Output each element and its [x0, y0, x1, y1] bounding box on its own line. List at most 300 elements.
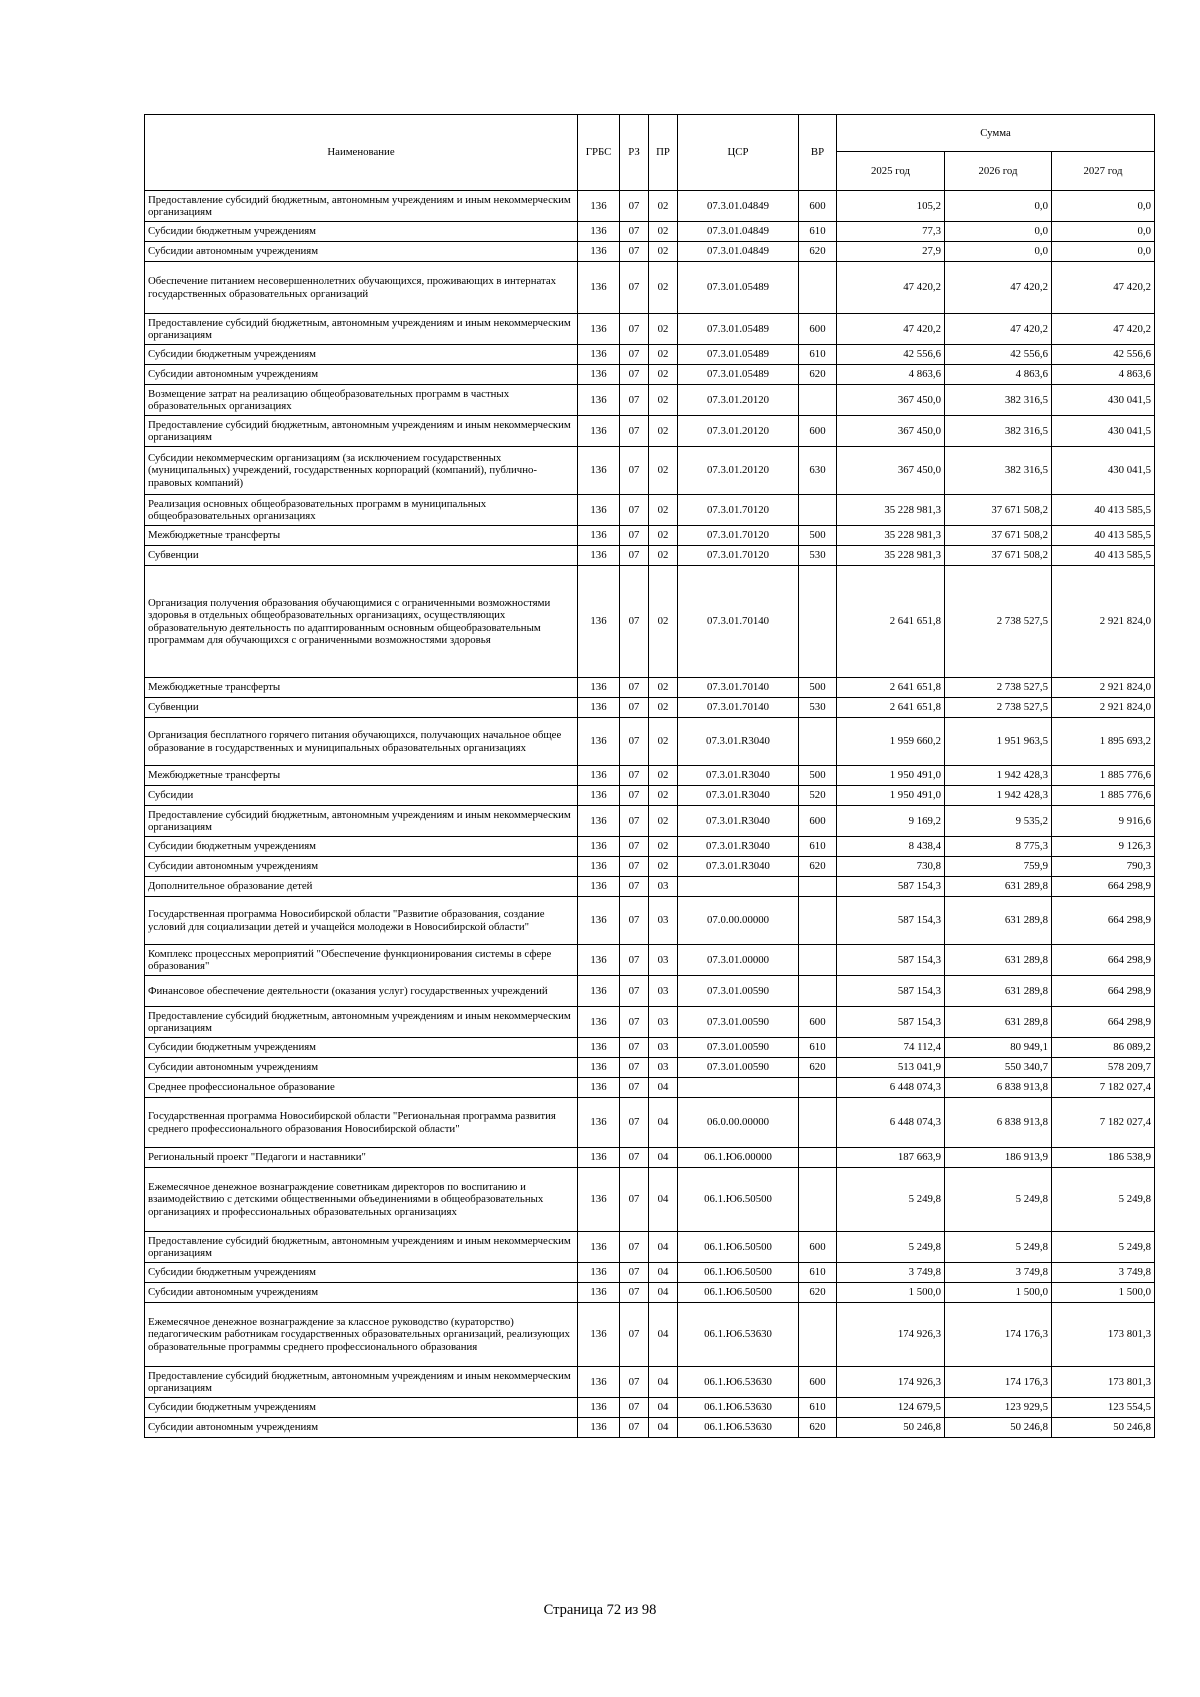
row-amount-2027-cell: 4 863,6 [1052, 365, 1155, 385]
row-name-cell: Региональный проект "Педагоги и наставники" [145, 1148, 578, 1168]
row-amount-2025-cell: 1 959 660,2 [837, 718, 945, 766]
row-amount-2026-cell: 382 316,5 [945, 416, 1052, 447]
row-pr-cell: 03 [649, 1007, 678, 1038]
row-pr-cell: 04 [649, 1078, 678, 1098]
row-vr-cell: 500 [799, 678, 837, 698]
row-amount-2025-cell: 587 154,3 [837, 877, 945, 897]
row-vr-cell: 610 [799, 1263, 837, 1283]
row-vr-cell: 600 [799, 314, 837, 345]
table-row [145, 526, 1155, 546]
row-amount-2026-cell: 47 420,2 [945, 262, 1052, 314]
row-csr-cell: 07.3.01.04849 [678, 191, 799, 222]
row-grbs-cell: 136 [578, 897, 620, 945]
table-body [145, 191, 1155, 1438]
row-amount-2026-cell: 8 775,3 [945, 837, 1052, 857]
row-grbs-cell: 136 [578, 1283, 620, 1303]
row-amount-2026-cell: 631 289,8 [945, 945, 1052, 976]
row-pr-cell: 02 [649, 345, 678, 365]
row-rz-cell: 07 [620, 1418, 649, 1438]
row-amount-2026-cell: 9 535,2 [945, 806, 1052, 837]
row-csr-cell [678, 877, 799, 897]
row-csr-cell: 07.3.01.00000 [678, 945, 799, 976]
row-amount-2025-cell: 47 420,2 [837, 314, 945, 345]
row-amount-2026-cell: 6 838 913,8 [945, 1098, 1052, 1148]
row-rz-cell: 07 [620, 945, 649, 976]
header-csr: ЦСР [678, 115, 799, 191]
row-grbs-cell: 136 [578, 365, 620, 385]
row-amount-2027-cell: 9 126,3 [1052, 837, 1155, 857]
row-rz-cell: 07 [620, 447, 649, 495]
row-name-cell: Комплекс процессных мероприятий "Обеспечение функционирования системы в сфере образования" [145, 945, 578, 976]
row-pr-cell: 04 [649, 1398, 678, 1418]
row-vr-cell: 610 [799, 1038, 837, 1058]
row-name-cell: Межбюджетные трансферты [145, 766, 578, 786]
table-row [145, 345, 1155, 365]
row-name-cell: Дополнительное образование детей [145, 877, 578, 897]
row-amount-2025-cell: 587 154,3 [837, 976, 945, 1007]
row-vr-cell [799, 718, 837, 766]
row-pr-cell: 02 [649, 191, 678, 222]
row-grbs-cell: 136 [578, 857, 620, 877]
row-grbs-cell: 136 [578, 416, 620, 447]
row-rz-cell: 07 [620, 1098, 649, 1148]
row-amount-2026-cell: 37 671 508,2 [945, 546, 1052, 566]
row-grbs-cell: 136 [578, 1058, 620, 1078]
row-vr-cell [799, 262, 837, 314]
row-amount-2027-cell: 664 298,9 [1052, 1007, 1155, 1038]
row-grbs-cell: 136 [578, 766, 620, 786]
row-vr-cell: 600 [799, 806, 837, 837]
row-csr-cell: 06.1.Ю6.50500 [678, 1283, 799, 1303]
row-csr-cell: 06.1.Ю6.00000 [678, 1148, 799, 1168]
row-amount-2026-cell: 4 863,6 [945, 365, 1052, 385]
row-grbs-cell: 136 [578, 786, 620, 806]
row-rz-cell: 07 [620, 546, 649, 566]
row-rz-cell: 07 [620, 416, 649, 447]
row-amount-2027-cell: 1 885 776,6 [1052, 786, 1155, 806]
row-name-cell: Среднее профессиональное образование [145, 1078, 578, 1098]
row-vr-cell: 530 [799, 698, 837, 718]
table-row [145, 806, 1155, 837]
row-vr-cell: 620 [799, 1058, 837, 1078]
row-name-cell: Ежемесячное денежное вознаграждение за классное руководство (кураторство) педагогическим работникам государственных образовательных организаций, реализующих образовательные программы среднего профессионального образования [145, 1303, 578, 1367]
row-pr-cell: 04 [649, 1283, 678, 1303]
table-row [145, 1263, 1155, 1283]
row-pr-cell: 04 [649, 1303, 678, 1367]
row-pr-cell: 04 [649, 1418, 678, 1438]
header-pr: ПР [649, 115, 678, 191]
row-pr-cell: 02 [649, 718, 678, 766]
row-vr-cell [799, 976, 837, 1007]
row-amount-2026-cell: 2 738 527,5 [945, 566, 1052, 678]
row-amount-2027-cell: 42 556,6 [1052, 345, 1155, 365]
row-grbs-cell: 136 [578, 837, 620, 857]
row-vr-cell: 620 [799, 857, 837, 877]
row-pr-cell: 02 [649, 242, 678, 262]
row-pr-cell: 03 [649, 945, 678, 976]
row-pr-cell: 03 [649, 897, 678, 945]
row-rz-cell: 07 [620, 1263, 649, 1283]
row-vr-cell [799, 945, 837, 976]
row-pr-cell: 02 [649, 806, 678, 837]
row-amount-2027-cell: 1 885 776,6 [1052, 766, 1155, 786]
row-pr-cell: 02 [649, 786, 678, 806]
row-rz-cell: 07 [620, 242, 649, 262]
row-pr-cell: 03 [649, 976, 678, 1007]
row-amount-2026-cell: 123 929,5 [945, 1398, 1052, 1418]
row-pr-cell: 02 [649, 698, 678, 718]
row-amount-2025-cell: 35 228 981,3 [837, 546, 945, 566]
row-amount-2025-cell: 587 154,3 [837, 897, 945, 945]
row-rz-cell: 07 [620, 837, 649, 857]
row-rz-cell: 07 [620, 678, 649, 698]
row-grbs-cell: 136 [578, 385, 620, 416]
row-vr-cell: 620 [799, 365, 837, 385]
row-amount-2027-cell: 1 895 693,2 [1052, 718, 1155, 766]
row-pr-cell: 02 [649, 385, 678, 416]
table-row [145, 1303, 1155, 1367]
table-row [145, 1098, 1155, 1148]
row-name-cell: Субсидии бюджетным учреждениям [145, 222, 578, 242]
row-csr-cell: 06.1.Ю6.50500 [678, 1168, 799, 1232]
row-csr-cell: 07.3.01.R3040 [678, 786, 799, 806]
header-vr: ВР [799, 115, 837, 191]
row-grbs-cell: 136 [578, 1007, 620, 1038]
row-vr-cell: 500 [799, 766, 837, 786]
table-row [145, 314, 1155, 345]
header-name: Наименование [145, 115, 578, 191]
row-name-cell: Государственная программа Новосибирской области "Региональная программа развития среднего профессионального образования Новосибирской области" [145, 1098, 578, 1148]
row-amount-2025-cell: 2 641 651,8 [837, 698, 945, 718]
row-vr-cell [799, 385, 837, 416]
row-amount-2025-cell: 587 154,3 [837, 1007, 945, 1038]
row-rz-cell: 07 [620, 1398, 649, 1418]
row-pr-cell: 02 [649, 566, 678, 678]
row-amount-2025-cell: 4 863,6 [837, 365, 945, 385]
header-year-2026: 2026 год [945, 152, 1052, 191]
row-grbs-cell: 136 [578, 1098, 620, 1148]
row-amount-2027-cell: 7 182 027,4 [1052, 1098, 1155, 1148]
row-csr-cell: 07.3.01.04849 [678, 242, 799, 262]
row-name-cell: Субвенции [145, 698, 578, 718]
row-name-cell: Субсидии автономным учреждениям [145, 242, 578, 262]
row-csr-cell: 07.3.01.00590 [678, 976, 799, 1007]
row-amount-2026-cell: 174 176,3 [945, 1367, 1052, 1398]
row-vr-cell [799, 1148, 837, 1168]
row-csr-cell: 06.0.00.00000 [678, 1098, 799, 1148]
row-pr-cell: 04 [649, 1168, 678, 1232]
row-amount-2025-cell: 5 249,8 [837, 1232, 945, 1263]
row-amount-2025-cell: 367 450,0 [837, 416, 945, 447]
row-vr-cell: 600 [799, 191, 837, 222]
row-amount-2025-cell: 3 749,8 [837, 1263, 945, 1283]
row-amount-2027-cell: 50 246,8 [1052, 1418, 1155, 1438]
table-row [145, 495, 1155, 526]
row-vr-cell: 620 [799, 1418, 837, 1438]
row-grbs-cell: 136 [578, 1078, 620, 1098]
row-name-cell: Субсидии бюджетным учреждениям [145, 1263, 578, 1283]
row-rz-cell: 07 [620, 1367, 649, 1398]
row-vr-cell [799, 1168, 837, 1232]
table-row [145, 786, 1155, 806]
table-row [145, 1283, 1155, 1303]
row-grbs-cell: 136 [578, 877, 620, 897]
table-row [145, 1168, 1155, 1232]
row-pr-cell: 02 [649, 365, 678, 385]
row-rz-cell: 07 [620, 385, 649, 416]
row-vr-cell: 530 [799, 546, 837, 566]
row-rz-cell: 07 [620, 806, 649, 837]
row-vr-cell [799, 1078, 837, 1098]
table-row [145, 1078, 1155, 1098]
row-grbs-cell: 136 [578, 1418, 620, 1438]
row-pr-cell: 04 [649, 1367, 678, 1398]
row-pr-cell: 02 [649, 416, 678, 447]
row-name-cell: Предоставление субсидий бюджетным, автономным учреждениям и иным некоммерческим организациям [145, 1232, 578, 1263]
row-name-cell: Субсидии автономным учреждениям [145, 1418, 578, 1438]
row-rz-cell: 07 [620, 1078, 649, 1098]
row-name-cell: Межбюджетные трансферты [145, 526, 578, 546]
row-name-cell: Ежемесячное денежное вознаграждение советникам директоров по воспитанию и взаимодействию с детскими общественными объединениями в общеобразовательных организациях и профессиональных образовательных организациях [145, 1168, 578, 1232]
row-amount-2027-cell: 1 500,0 [1052, 1283, 1155, 1303]
row-amount-2027-cell: 40 413 585,5 [1052, 526, 1155, 546]
row-amount-2027-cell: 0,0 [1052, 222, 1155, 242]
row-csr-cell: 07.3.01.00590 [678, 1038, 799, 1058]
row-amount-2027-cell: 664 298,9 [1052, 877, 1155, 897]
budget-table [144, 114, 1155, 1438]
row-vr-cell: 610 [799, 1398, 837, 1418]
row-amount-2025-cell: 730,8 [837, 857, 945, 877]
row-amount-2026-cell: 3 749,8 [945, 1263, 1052, 1283]
row-amount-2025-cell: 2 641 651,8 [837, 678, 945, 698]
row-amount-2026-cell: 6 838 913,8 [945, 1078, 1052, 1098]
row-amount-2026-cell: 382 316,5 [945, 447, 1052, 495]
row-amount-2026-cell: 5 249,8 [945, 1232, 1052, 1263]
header-rz: РЗ [620, 115, 649, 191]
header-year-2025: 2025 год [837, 152, 945, 191]
row-rz-cell: 07 [620, 1148, 649, 1168]
row-rz-cell: 07 [620, 262, 649, 314]
row-grbs-cell: 136 [578, 976, 620, 1007]
row-vr-cell: 620 [799, 1283, 837, 1303]
row-csr-cell: 07.3.01.05489 [678, 262, 799, 314]
table-row [145, 766, 1155, 786]
header-year-2027: 2027 год [1052, 152, 1155, 191]
row-grbs-cell: 136 [578, 698, 620, 718]
row-pr-cell: 04 [649, 1263, 678, 1283]
row-rz-cell: 07 [620, 1303, 649, 1367]
row-name-cell: Возмещение затрат на реализацию общеобразовательных программ в частных образовательных организациях [145, 385, 578, 416]
row-grbs-cell: 136 [578, 1367, 620, 1398]
row-grbs-cell: 136 [578, 566, 620, 678]
row-vr-cell: 610 [799, 345, 837, 365]
row-csr-cell: 07.3.01.70140 [678, 566, 799, 678]
row-amount-2027-cell: 173 801,3 [1052, 1303, 1155, 1367]
row-vr-cell: 610 [799, 222, 837, 242]
row-name-cell: Предоставление субсидий бюджетным, автономным учреждениям и иным некоммерческим организациям [145, 1007, 578, 1038]
row-amount-2025-cell: 1 950 491,0 [837, 766, 945, 786]
row-amount-2025-cell: 35 228 981,3 [837, 526, 945, 546]
table-row [145, 877, 1155, 897]
row-name-cell: Субсидии автономным учреждениям [145, 1058, 578, 1078]
row-amount-2025-cell: 367 450,0 [837, 385, 945, 416]
row-rz-cell: 07 [620, 1038, 649, 1058]
row-amount-2025-cell: 8 438,4 [837, 837, 945, 857]
row-amount-2025-cell: 587 154,3 [837, 945, 945, 976]
row-pr-cell: 02 [649, 495, 678, 526]
row-amount-2027-cell: 7 182 027,4 [1052, 1078, 1155, 1098]
row-csr-cell: 06.1.Ю6.53630 [678, 1367, 799, 1398]
row-amount-2027-cell: 40 413 585,5 [1052, 495, 1155, 526]
row-csr-cell: 07.3.01.R3040 [678, 837, 799, 857]
row-csr-cell: 07.3.01.70140 [678, 698, 799, 718]
row-amount-2025-cell: 367 450,0 [837, 447, 945, 495]
row-amount-2026-cell: 2 738 527,5 [945, 678, 1052, 698]
row-name-cell: Межбюджетные трансферты [145, 678, 578, 698]
row-name-cell: Финансовое обеспечение деятельности (оказания услуг) государственных учреждений [145, 976, 578, 1007]
row-csr-cell: 06.1.Ю6.53630 [678, 1418, 799, 1438]
row-grbs-cell: 136 [578, 242, 620, 262]
row-amount-2025-cell: 77,3 [837, 222, 945, 242]
row-rz-cell: 07 [620, 976, 649, 1007]
row-name-cell: Субсидии [145, 786, 578, 806]
row-name-cell: Предоставление субсидий бюджетным, автономным учреждениям и иным некоммерческим организациям [145, 1367, 578, 1398]
row-csr-cell: 07.3.01.R3040 [678, 718, 799, 766]
row-rz-cell: 07 [620, 897, 649, 945]
row-rz-cell: 07 [620, 698, 649, 718]
row-amount-2026-cell: 759,9 [945, 857, 1052, 877]
row-amount-2027-cell: 186 538,9 [1052, 1148, 1155, 1168]
row-csr-cell [678, 1078, 799, 1098]
row-csr-cell: 07.3.01.20120 [678, 447, 799, 495]
row-csr-cell: 06.1.Ю6.53630 [678, 1398, 799, 1418]
row-amount-2025-cell: 513 041,9 [837, 1058, 945, 1078]
row-pr-cell: 02 [649, 314, 678, 345]
table-row [145, 945, 1155, 976]
row-csr-cell: 06.1.Ю6.50500 [678, 1263, 799, 1283]
row-amount-2026-cell: 37 671 508,2 [945, 495, 1052, 526]
row-amount-2026-cell: 631 289,8 [945, 877, 1052, 897]
table-row [145, 365, 1155, 385]
table-row [145, 416, 1155, 447]
row-grbs-cell: 136 [578, 526, 620, 546]
row-amount-2026-cell: 2 738 527,5 [945, 698, 1052, 718]
row-name-cell: Реализация основных общеобразовательных программ в муниципальных общеобразовательных организациях [145, 495, 578, 526]
row-grbs-cell: 136 [578, 191, 620, 222]
row-amount-2027-cell: 0,0 [1052, 242, 1155, 262]
row-rz-cell: 07 [620, 766, 649, 786]
row-amount-2027-cell: 5 249,8 [1052, 1168, 1155, 1232]
row-amount-2026-cell: 186 913,9 [945, 1148, 1052, 1168]
row-csr-cell: 07.3.01.00590 [678, 1058, 799, 1078]
row-name-cell: Субсидии бюджетным учреждениям [145, 1038, 578, 1058]
row-amount-2025-cell: 174 926,3 [837, 1303, 945, 1367]
row-vr-cell: 620 [799, 242, 837, 262]
row-amount-2027-cell: 86 089,2 [1052, 1038, 1155, 1058]
row-amount-2025-cell: 9 169,2 [837, 806, 945, 837]
row-name-cell: Обеспечение питанием несовершеннолетних обучающихся, проживающих в интернатах государственных образовательных организаций [145, 262, 578, 314]
header-sum: Сумма [837, 115, 1155, 152]
row-grbs-cell: 136 [578, 1038, 620, 1058]
row-amount-2026-cell: 1 951 963,5 [945, 718, 1052, 766]
row-amount-2025-cell: 1 950 491,0 [837, 786, 945, 806]
row-amount-2027-cell: 578 209,7 [1052, 1058, 1155, 1078]
table-row [145, 222, 1155, 242]
row-grbs-cell: 136 [578, 1148, 620, 1168]
row-amount-2026-cell: 42 556,6 [945, 345, 1052, 365]
row-pr-cell: 03 [649, 877, 678, 897]
row-pr-cell: 02 [649, 526, 678, 546]
row-name-cell: Субсидии бюджетным учреждениям [145, 1398, 578, 1418]
table-row [145, 566, 1155, 678]
row-name-cell: Организация получения образования обучающимися с ограниченными возможностями здоровья в отдельных общеобразовательных организациях, осуществляющих образовательную деятельность по адаптированным основным общеобразовательным программам для обучающихся с ограниченными возможностями здоровья [145, 566, 578, 678]
row-amount-2025-cell: 6 448 074,3 [837, 1098, 945, 1148]
row-amount-2027-cell: 9 916,6 [1052, 806, 1155, 837]
table-row [145, 385, 1155, 416]
row-vr-cell [799, 495, 837, 526]
row-amount-2025-cell: 105,2 [837, 191, 945, 222]
row-pr-cell: 03 [649, 1038, 678, 1058]
table-row [145, 678, 1155, 698]
row-amount-2027-cell: 47 420,2 [1052, 314, 1155, 345]
row-pr-cell: 02 [649, 837, 678, 857]
row-amount-2026-cell: 550 340,7 [945, 1058, 1052, 1078]
row-rz-cell: 07 [620, 1058, 649, 1078]
row-amount-2025-cell: 1 500,0 [837, 1283, 945, 1303]
row-name-cell: Государственная программа Новосибирской области "Развитие образования, создание условий для социализации детей и учащейся молодежи в Новосибирской области" [145, 897, 578, 945]
row-amount-2027-cell: 5 249,8 [1052, 1232, 1155, 1263]
row-vr-cell [799, 877, 837, 897]
row-vr-cell [799, 1303, 837, 1367]
table-row [145, 976, 1155, 1007]
row-pr-cell: 04 [649, 1148, 678, 1168]
row-rz-cell: 07 [620, 365, 649, 385]
table-row [145, 1038, 1155, 1058]
row-amount-2025-cell: 27,9 [837, 242, 945, 262]
row-vr-cell: 600 [799, 416, 837, 447]
row-grbs-cell: 136 [578, 678, 620, 698]
row-csr-cell: 07.3.01.05489 [678, 345, 799, 365]
row-pr-cell: 02 [649, 678, 678, 698]
row-vr-cell [799, 1098, 837, 1148]
table-row [145, 1367, 1155, 1398]
row-csr-cell: 06.1.Ю6.50500 [678, 1232, 799, 1263]
row-csr-cell: 07.3.01.70140 [678, 678, 799, 698]
row-rz-cell: 07 [620, 718, 649, 766]
row-amount-2027-cell: 123 554,5 [1052, 1398, 1155, 1418]
row-amount-2027-cell: 664 298,9 [1052, 976, 1155, 1007]
row-vr-cell: 600 [799, 1367, 837, 1398]
row-grbs-cell: 136 [578, 546, 620, 566]
row-csr-cell: 07.3.01.R3040 [678, 806, 799, 837]
row-name-cell: Организация бесплатного горячего питания обучающихся, получающих начальное общее образование в государственных и муниципальных образовательных организациях [145, 718, 578, 766]
row-csr-cell: 07.3.01.04849 [678, 222, 799, 242]
row-amount-2025-cell: 5 249,8 [837, 1168, 945, 1232]
row-amount-2027-cell: 40 413 585,5 [1052, 546, 1155, 566]
row-rz-cell: 07 [620, 495, 649, 526]
row-amount-2026-cell: 0,0 [945, 191, 1052, 222]
table-row [145, 1398, 1155, 1418]
row-name-cell: Субсидии бюджетным учреждениям [145, 837, 578, 857]
row-vr-cell: 600 [799, 1007, 837, 1038]
row-amount-2025-cell: 124 679,5 [837, 1398, 945, 1418]
row-name-cell: Предоставление субсидий бюджетным, автономным учреждениям и иным некоммерческим организациям [145, 806, 578, 837]
row-amount-2026-cell: 37 671 508,2 [945, 526, 1052, 546]
row-grbs-cell: 136 [578, 806, 620, 837]
row-rz-cell: 07 [620, 345, 649, 365]
row-csr-cell: 07.3.01.20120 [678, 416, 799, 447]
row-amount-2027-cell: 47 420,2 [1052, 262, 1155, 314]
